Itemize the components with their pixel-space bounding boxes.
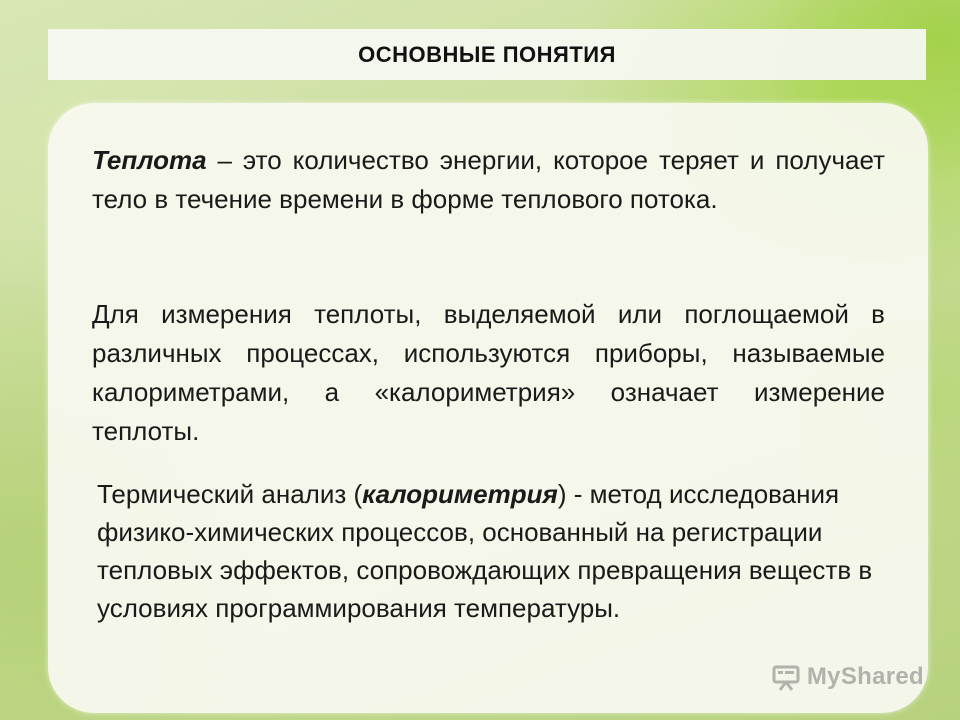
watermark-text: MyShared xyxy=(806,663,924,690)
definition-heat-text: – это количество энергии, которое теряет и получает тело в течение времени в форме теплового потока. xyxy=(92,145,885,214)
thermal-analysis-text: ) - метод исследования физико-химических процессов, основанный на регистрации тепловых эффектов, сопровождающих превращения веществ в условиях программирования температуры. xyxy=(97,479,873,623)
term-calorimetry: калориметрия xyxy=(362,479,558,509)
slide-title: ОСНОВНЫЕ ПОНЯТИЯ xyxy=(358,41,616,67)
presentation-board-icon xyxy=(771,662,801,692)
watermark xyxy=(771,662,924,692)
title-bar xyxy=(48,29,926,80)
thermal-analysis-paragraph xyxy=(97,475,887,627)
calorimetry-measurement-paragraph: Для измерения теплоты, выделяемой или поглощаемой в различных процессах, используются приборы, называемые калориметрами, а «калориметрия» означает измерение теплоты. xyxy=(92,299,885,446)
term-heat: Теплота xyxy=(92,145,207,175)
definition-heat-paragraph xyxy=(92,141,885,219)
thermal-analysis-lead: Термический анализ ( xyxy=(97,479,363,509)
